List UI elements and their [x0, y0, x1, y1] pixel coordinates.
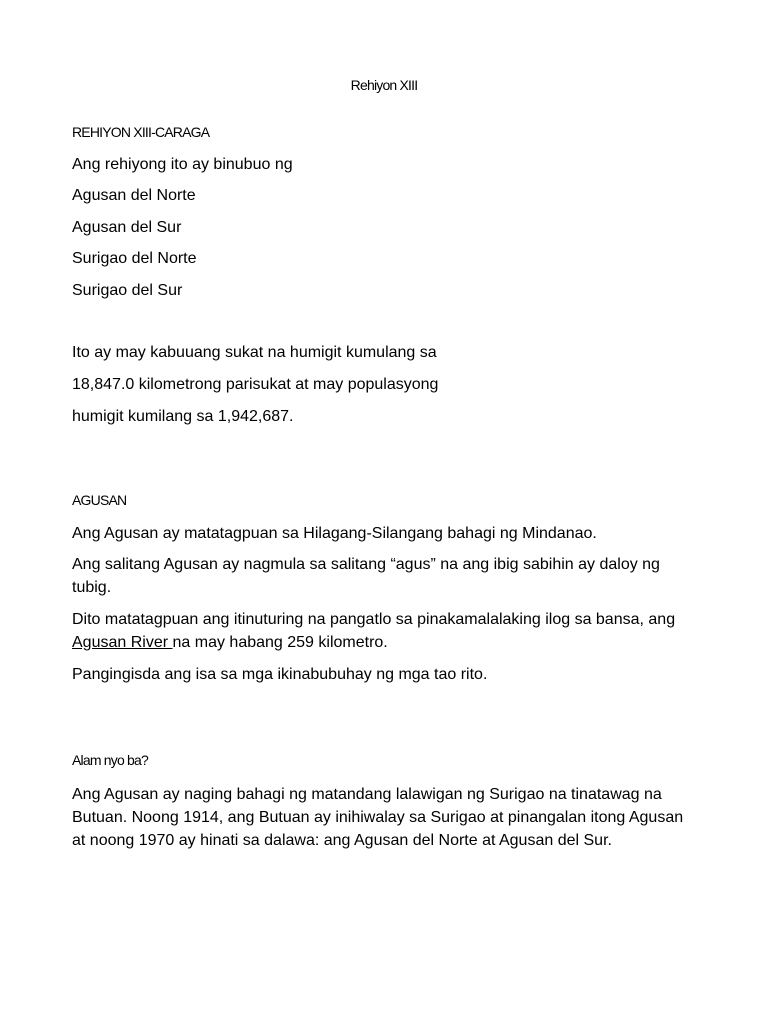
area-line: humigit kumilang sa 1,942,687. [72, 408, 294, 425]
history-paragraph: Ang Agusan ay naging bahagi ng matandang lalawigan ng Surigao na tinatawag na Butuan. Noong 1914, ang Butuan ay inihiwalay sa Surigao at pinangalan itong Agusan at noong 1970 ay hinati sa dalawa: ang Agusan del Norte at Agusan del Sur. [72, 786, 684, 849]
section-heading-alam-nyo-ba: Alam nyo ba? [72, 752, 149, 768]
province-item: Agusan del Norte [72, 187, 196, 204]
section-heading-caraga: REHIYON XIII-CARAGA [72, 124, 210, 140]
intro-line: Ang rehiyong ito ay binubuo ng [72, 156, 293, 173]
province-item: Agusan del Sur [72, 219, 182, 236]
agusan-paragraph-location: Ang Agusan ay matatagpuan sa Hilagang-Silangang bahagi ng Mindanao. [72, 525, 597, 542]
river-text-before: Dito matatagpuan ang itinuturing na pangatlo sa pinakamalalaking ilog sa bansa, ang [72, 611, 676, 628]
section-heading-agusan: AGUSAN [72, 492, 127, 508]
agusan-paragraph-etymology: Ang salitang Agusan ay nagmula sa salitang “agus” na ang ibig sabihin ay daloy ng tubig. [72, 556, 660, 596]
agusan-paragraph-livelihood: Pangingisda ang isa sa mga ikinabubuhay ng mga tao rito. [72, 666, 488, 683]
agusan-river-link[interactable]: Agusan River [72, 634, 173, 651]
area-line: 18,847.0 kilometrong parisukat at may populasyong [72, 376, 439, 393]
agusan-paragraph-river [72, 608, 697, 654]
province-item: Surigao del Norte [72, 250, 197, 267]
area-line: Ito ay may kabuuang sukat na humigit kumulang sa [72, 344, 437, 361]
province-item: Surigao del Sur [72, 282, 183, 299]
page-title: Rehiyon XIII [350, 77, 418, 93]
river-text-after: na may habang 259 kilometro. [172, 634, 388, 651]
